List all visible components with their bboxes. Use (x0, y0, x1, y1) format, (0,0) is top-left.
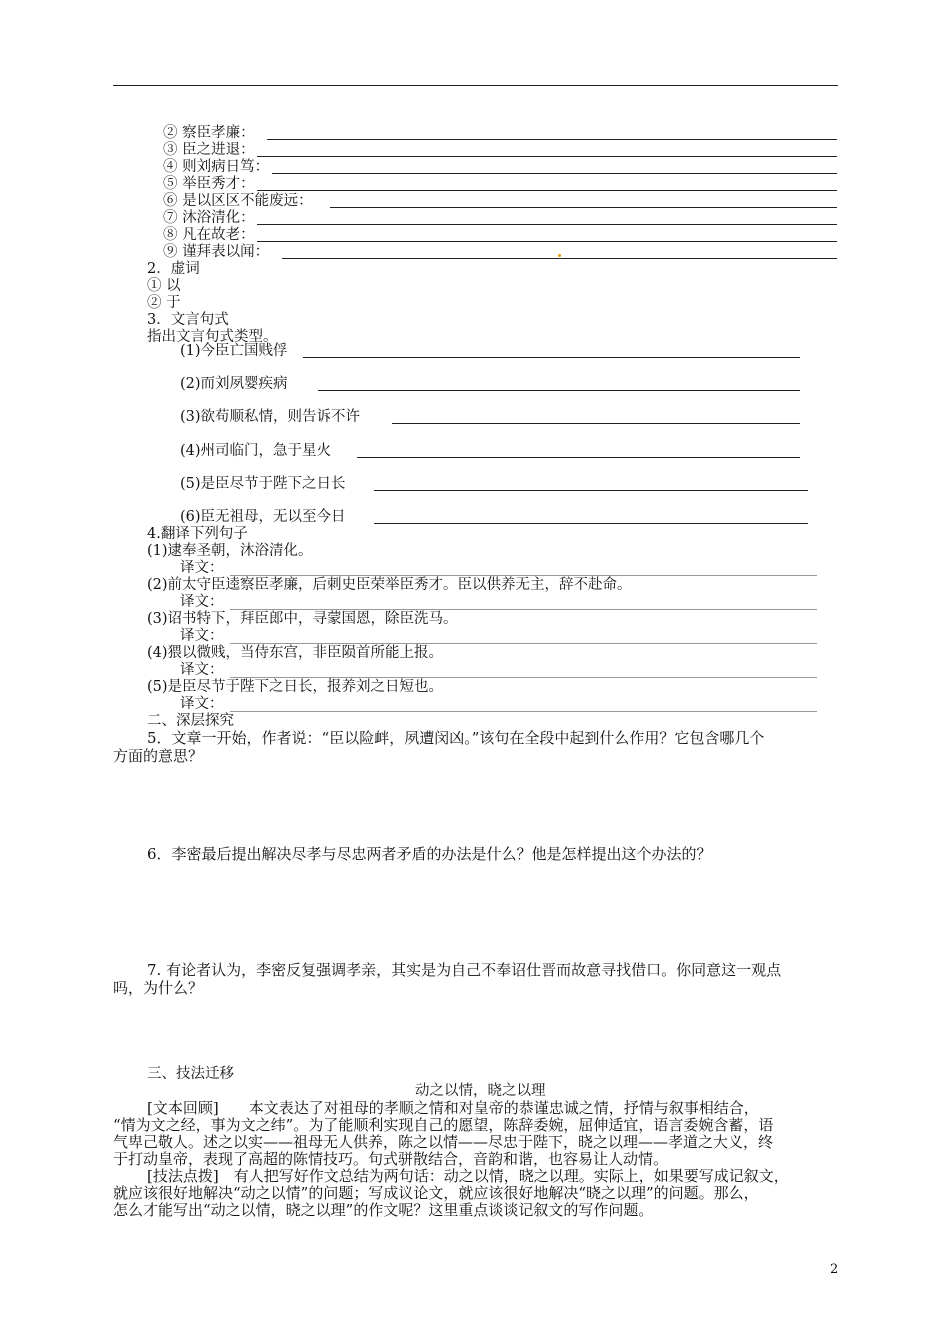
answer-line (257, 224, 837, 225)
vocab-item-5: ⑤ 举臣秀才： (163, 176, 255, 192)
answer-line (230, 609, 817, 610)
section-prompt: 指出文言句式类型。 (147, 329, 278, 345)
vocab-item-2: ② 察臣孝廉： (163, 125, 255, 141)
translate-label: 译文： (180, 628, 224, 644)
vocab-item-9: ⑨ 谨拜表以闻： (163, 244, 270, 260)
section-title-function-words: 2．虚词 (147, 261, 200, 277)
answer-line (374, 523, 808, 524)
stray-mark (558, 254, 561, 257)
answer-line (230, 643, 817, 644)
review-line-1: [文本回顾] 本文表达了对祖母的孝顺之情和对皇帝的恭谨忠诚之情，抒情与叙事相结合， (147, 1099, 759, 1117)
translate-item-5: (5)是臣尽节于陛下之日长，报养刘之日短也。 (147, 679, 444, 695)
review-line-2: “情为文之经，事为文之纬”。为了能顺利实现自己的愿望，陈辞委婉，屈伸适宜，语言委婉含蓄，语 (113, 1116, 774, 1134)
vocab-item-3: ③ 臣之进退： (163, 142, 255, 158)
answer-line (318, 390, 800, 391)
answer-line (230, 711, 817, 712)
translate-label: 译文： (180, 594, 224, 610)
answer-line (230, 575, 817, 576)
answer-line (282, 258, 837, 259)
part-title-deep-inquiry: 二、深层探究 (147, 713, 234, 729)
question-6: 6．李密最后提出解决尽孝与尽忠两者矛盾的办法是什么？他是怎样提出这个办法的？ (147, 845, 712, 863)
translate-item-1: (1)逮奉圣朝，沐浴清化。 (147, 543, 313, 559)
section-title-sentence-patterns: 3．文言句式 (147, 312, 229, 328)
sentence-item-2: (2)而刘夙婴疾病 (180, 376, 288, 392)
header-rule (113, 85, 838, 86)
answer-line (357, 457, 800, 458)
translate-label: 译文： (180, 662, 224, 678)
question-7-line-1: 7. 有论者认为，李密反复强调孝亲，其实是为自己不奉诏仕晋而故意寻找借口。你同意这一观点 (147, 961, 782, 979)
tips-line-3: 怎么才能写出“动之以情，晓之以理”的作文呢？这里重点谈谈记叙文的写作问题。 (113, 1201, 654, 1219)
translate-item-2: (2)前太守臣逵察臣孝廉，后刺史臣荣举臣秀才。臣以供养无主，辞不赴命。 (147, 577, 632, 593)
translate-item-3: (3)诏书特下，拜臣郎中，寻蒙国恩，除臣洗马。 (147, 611, 458, 627)
tips-line-1: [技法点拨] 有人把写好作文总结为两句话：动之以情，晓之以理。实际上，如果要写成记叙文， (147, 1167, 789, 1185)
sentence-item-3: (3)欲苟顺私情，则告诉不许 (180, 409, 361, 425)
translate-label: 译文： (180, 560, 224, 576)
page-number: 2 (830, 1262, 839, 1277)
sentence-item-1: (1)今臣亡国贱俘 (180, 343, 288, 359)
answer-line (230, 677, 817, 678)
answer-line (374, 490, 808, 491)
question-5-line-2: 方面的意思？ (113, 747, 204, 765)
tips-line-2: 就应该很好地解决“动之以情”的问题；写成议论文，就应该很好地解决“晓之以理”的问题。那么， (113, 1184, 759, 1202)
answer-line (330, 207, 837, 208)
review-line-3: 气卑己敬人。述之以实——祖母无人供养，陈之以情——尽忠于陛下，晓之以理——孝道之大义，终 (113, 1133, 774, 1151)
section-title-translation: 4.翻译下列句子 (147, 526, 248, 542)
vocab-item-4: ④ 则刘病日笃： (163, 159, 270, 175)
answer-line (303, 357, 800, 358)
translate-label: 译文： (180, 696, 224, 712)
translate-item-4: (4)猥以微贱，当侍东宫，非臣陨首所能上报。 (147, 645, 444, 661)
function-word-1: ① 以 (147, 278, 181, 294)
review-line-4: 于打动皇帝，表现了高超的陈情技巧。句式骈散结合，音韵和谐，也容易让人动情。 (113, 1150, 669, 1168)
answer-line (257, 156, 837, 157)
question-7-line-2: 吗，为什么？ (113, 979, 204, 997)
article-title: 动之以情，晓之以理 (415, 1083, 546, 1099)
vocab-item-6: ⑥ 是以区区不能废远： (163, 193, 313, 209)
vocab-item-8: ⑧ 凡在故老： (163, 227, 255, 243)
sentence-item-5: (5)是臣尽节于陛下之日长 (180, 476, 346, 492)
answer-line (267, 139, 837, 140)
part-title-technique-transfer: 三、技法迁移 (147, 1066, 234, 1082)
answer-line (257, 190, 837, 191)
answer-line (392, 423, 800, 424)
answer-line (272, 173, 837, 174)
sentence-item-6: (6)臣无祖母，无以至今日 (180, 509, 346, 525)
vocab-item-7: ⑦ 沐浴清化： (163, 210, 255, 226)
sentence-item-4: (4)州司临门，急于星火 (180, 443, 332, 459)
answer-line (257, 241, 837, 242)
question-5-line-1: 5．文章一开始，作者说：“臣以险衅，夙遭闵凶。”该句在全段中起到什么作用？它包含哪几个 (147, 729, 765, 747)
function-word-2: ② 于 (147, 295, 181, 311)
